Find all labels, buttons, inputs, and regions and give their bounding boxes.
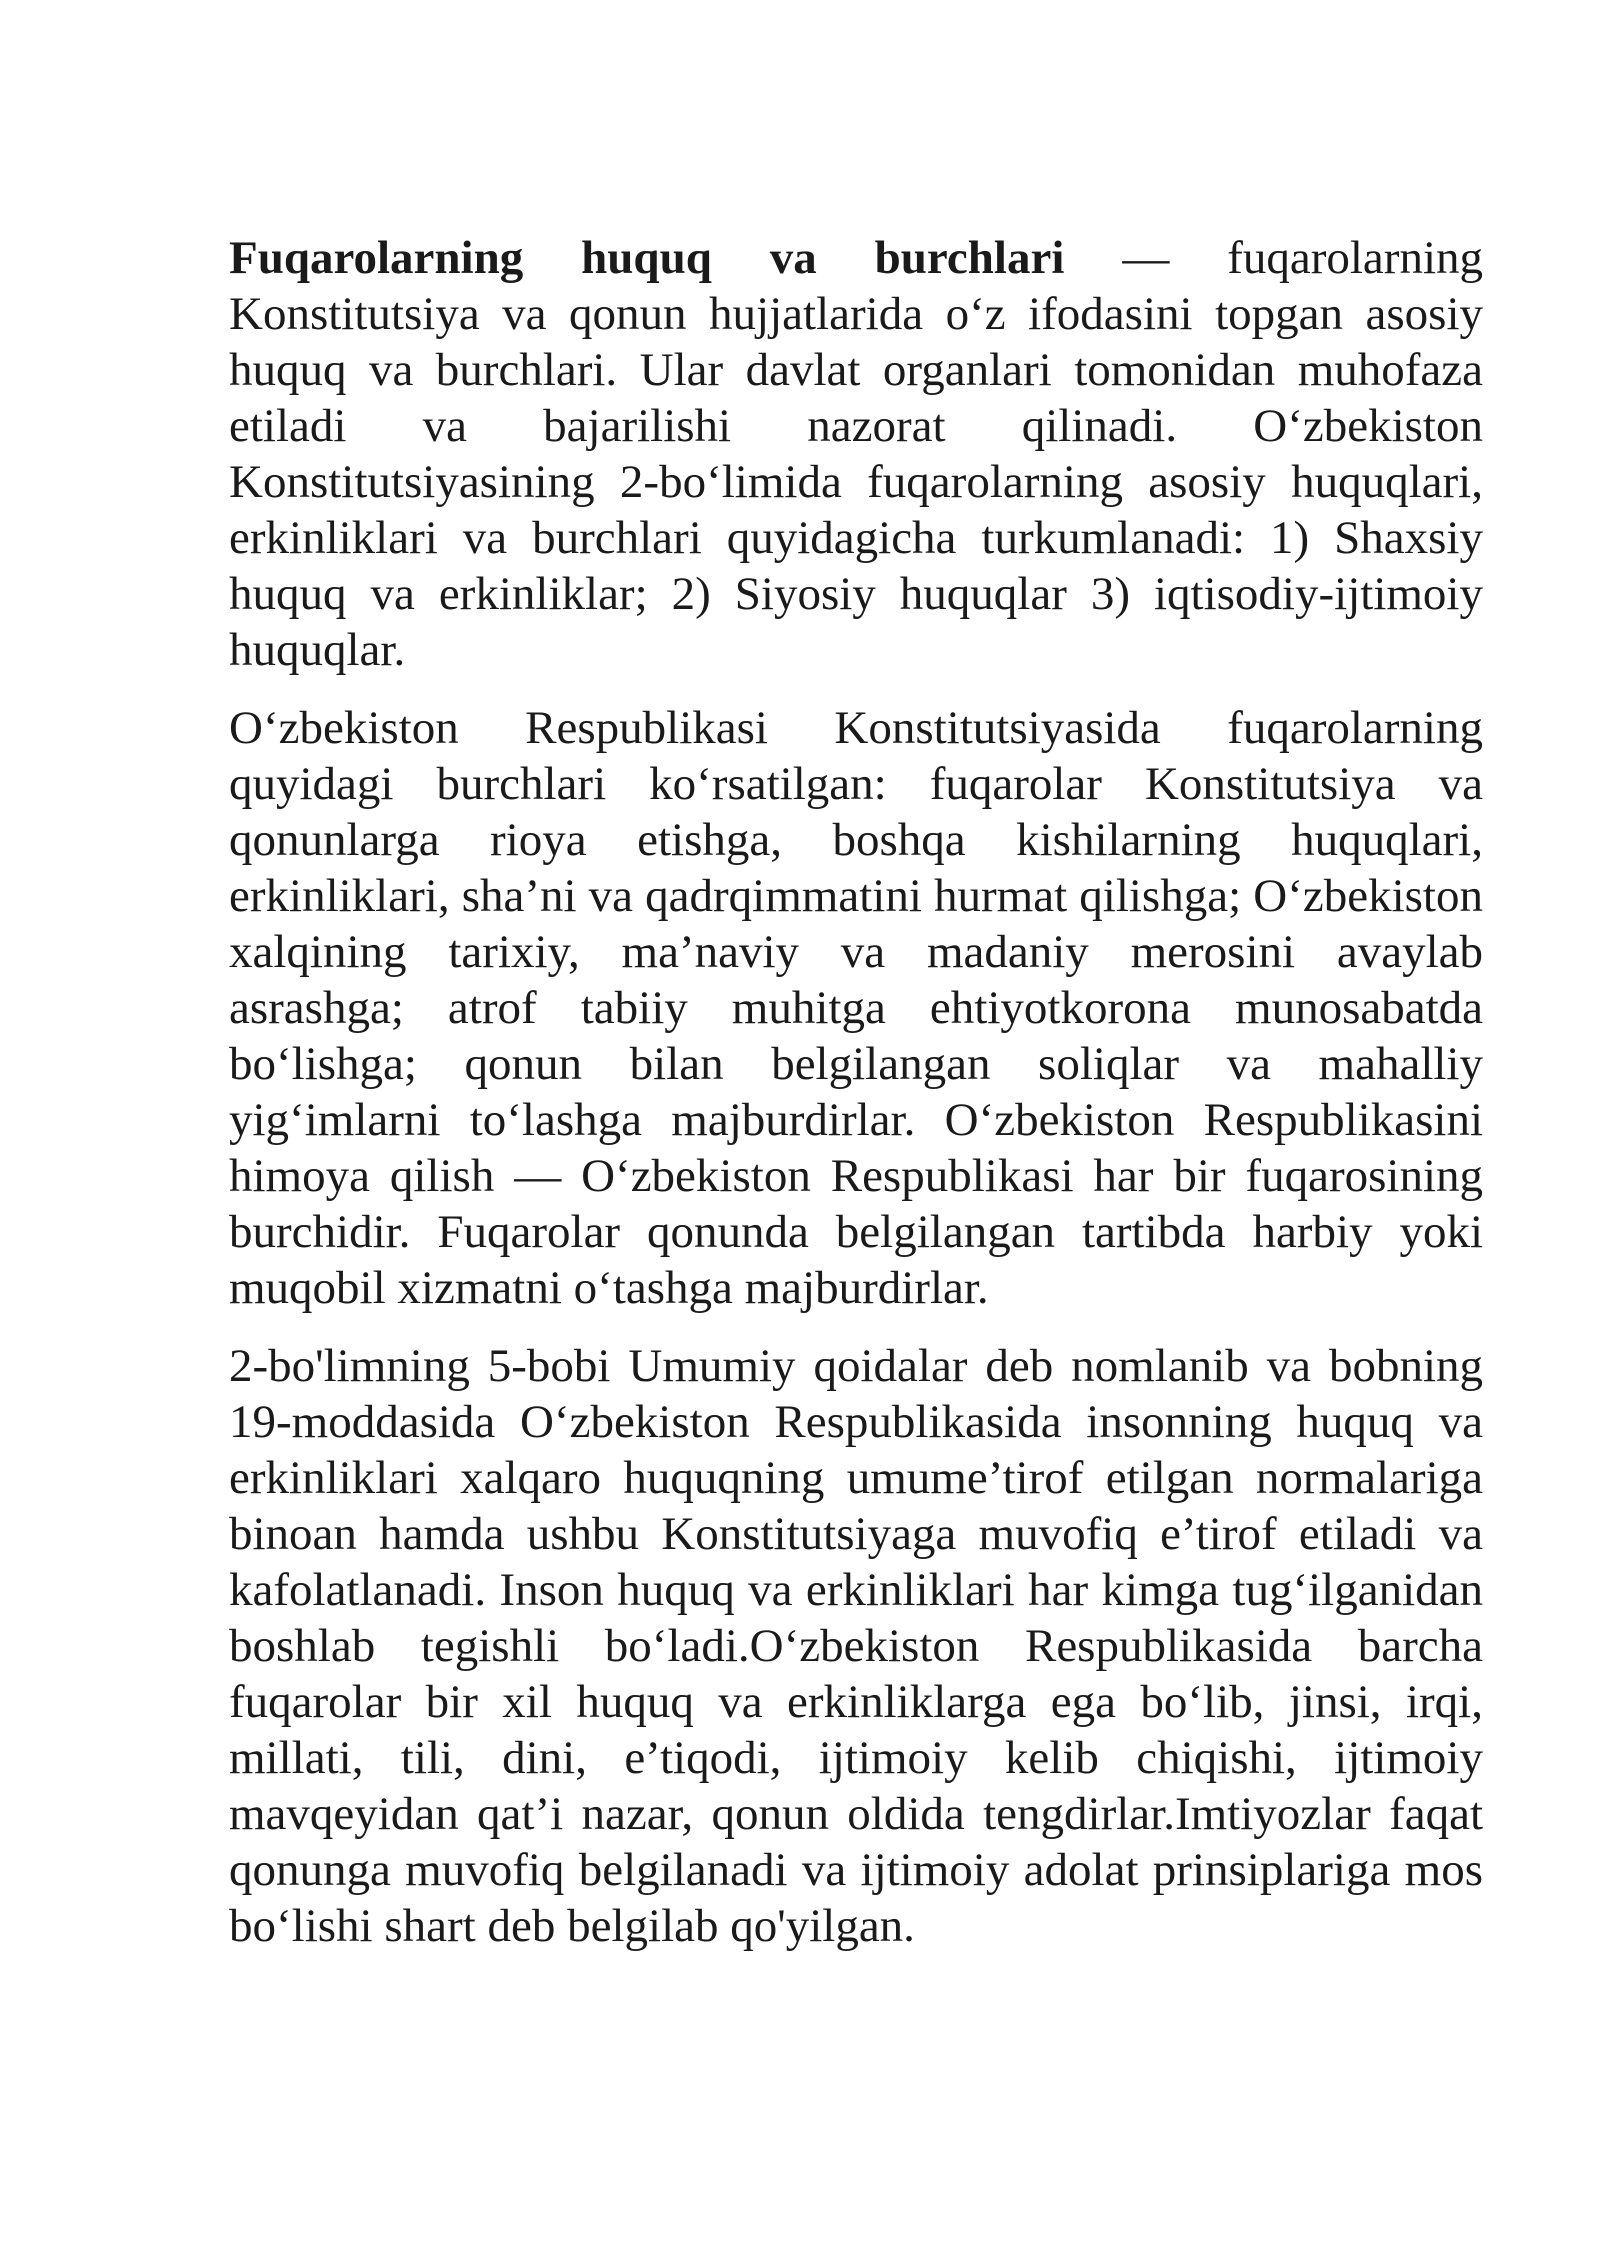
paragraph-2: O‘zbekiston Respublikasi Konstitutsiyasida fuqarolarning quyidagi burchlari ko‘rsatilgan: fuqarolar Konstitutsiya va qonunlarga rioya etishga, boshqa kishilarning huquqlari, erkinliklari, sha’ni va qadrqimmatini hurmat qilishga; O‘zbekiston xalqining tarixiy, ma’naviy va madaniy merosini avaylab asrashga; atrof tabiiy muhitga ehtiyotkorona munosabatda bo‘lishga; qonun bilan belgilangan soliqlar va mahalliy yig‘imlarni to‘lashga majburdirlar. O‘zbekiston Respublikasini himoya qilish — O‘zbekiston Respublikasi har bir fuqarosining burchidir. Fuqarolar qonunda belgilangan tartibda harbiy yoki muqobil xizmatni o‘tashga majburdirlar.	[229, 702, 1483, 1314]
paragraph-1	[229, 230, 1483, 678]
document-body	[229, 230, 1483, 1976]
paragraph-1-text: — fuqarolarning Konstitutsiya va qonun hujjatlarida o‘z ifodasini topgan asosiy huquq va burchlari. Ular davlat organlari tomonidan muhofaza etiladi va bajarilishi nazorat qilinadi. O‘zbekiston Konstitutsiyasining 2-bo‘limida fuqarolarning asosiy huquqlari, erkinliklari va burchlari quyidagicha turkumlanadi: 1) Shaxsiy huquq va erkinliklar; 2) Siyosiy huquqlar 3) iqtisodiy-ijtimoiy huquqlar.	[229, 232, 1484, 676]
term-heading: Fuqarolarning huquq va burchlari	[229, 232, 1065, 284]
paragraph-3: 2-bo'limning 5-bobi Umumiy qoidalar deb nomlanib va bobning 19-moddasida O‘zbekiston Respublikasida insonning huquq va erkinliklari xalqaro huquqning umume’tirof etilgan normalariga binoan hamda ushbu Konstitutsiyaga muvofiq e’tirof etiladi va kafolatlanadi. Inson huquq va erkinliklari har kimga tug‘ilganidan boshlab tegishli bo‘ladi.O‘zbekiston Respublikasida barcha fuqarolar bir xil huquq va erkinliklarga ega bo‘lib, jinsi, irqi, millati, tili, dini, e’tiqodi, ijtimoiy kelib chiqishi, ijtimoiy mavqeyidan qat’i nazar, qonun oldida tengdirlar.Imtiyozlar faqat qonunga muvofiq belgilanadi va ijtimoiy adolat prinsiplariga mos bo‘lishi shart deb belgilab qo'yilgan.	[229, 1340, 1483, 1952]
